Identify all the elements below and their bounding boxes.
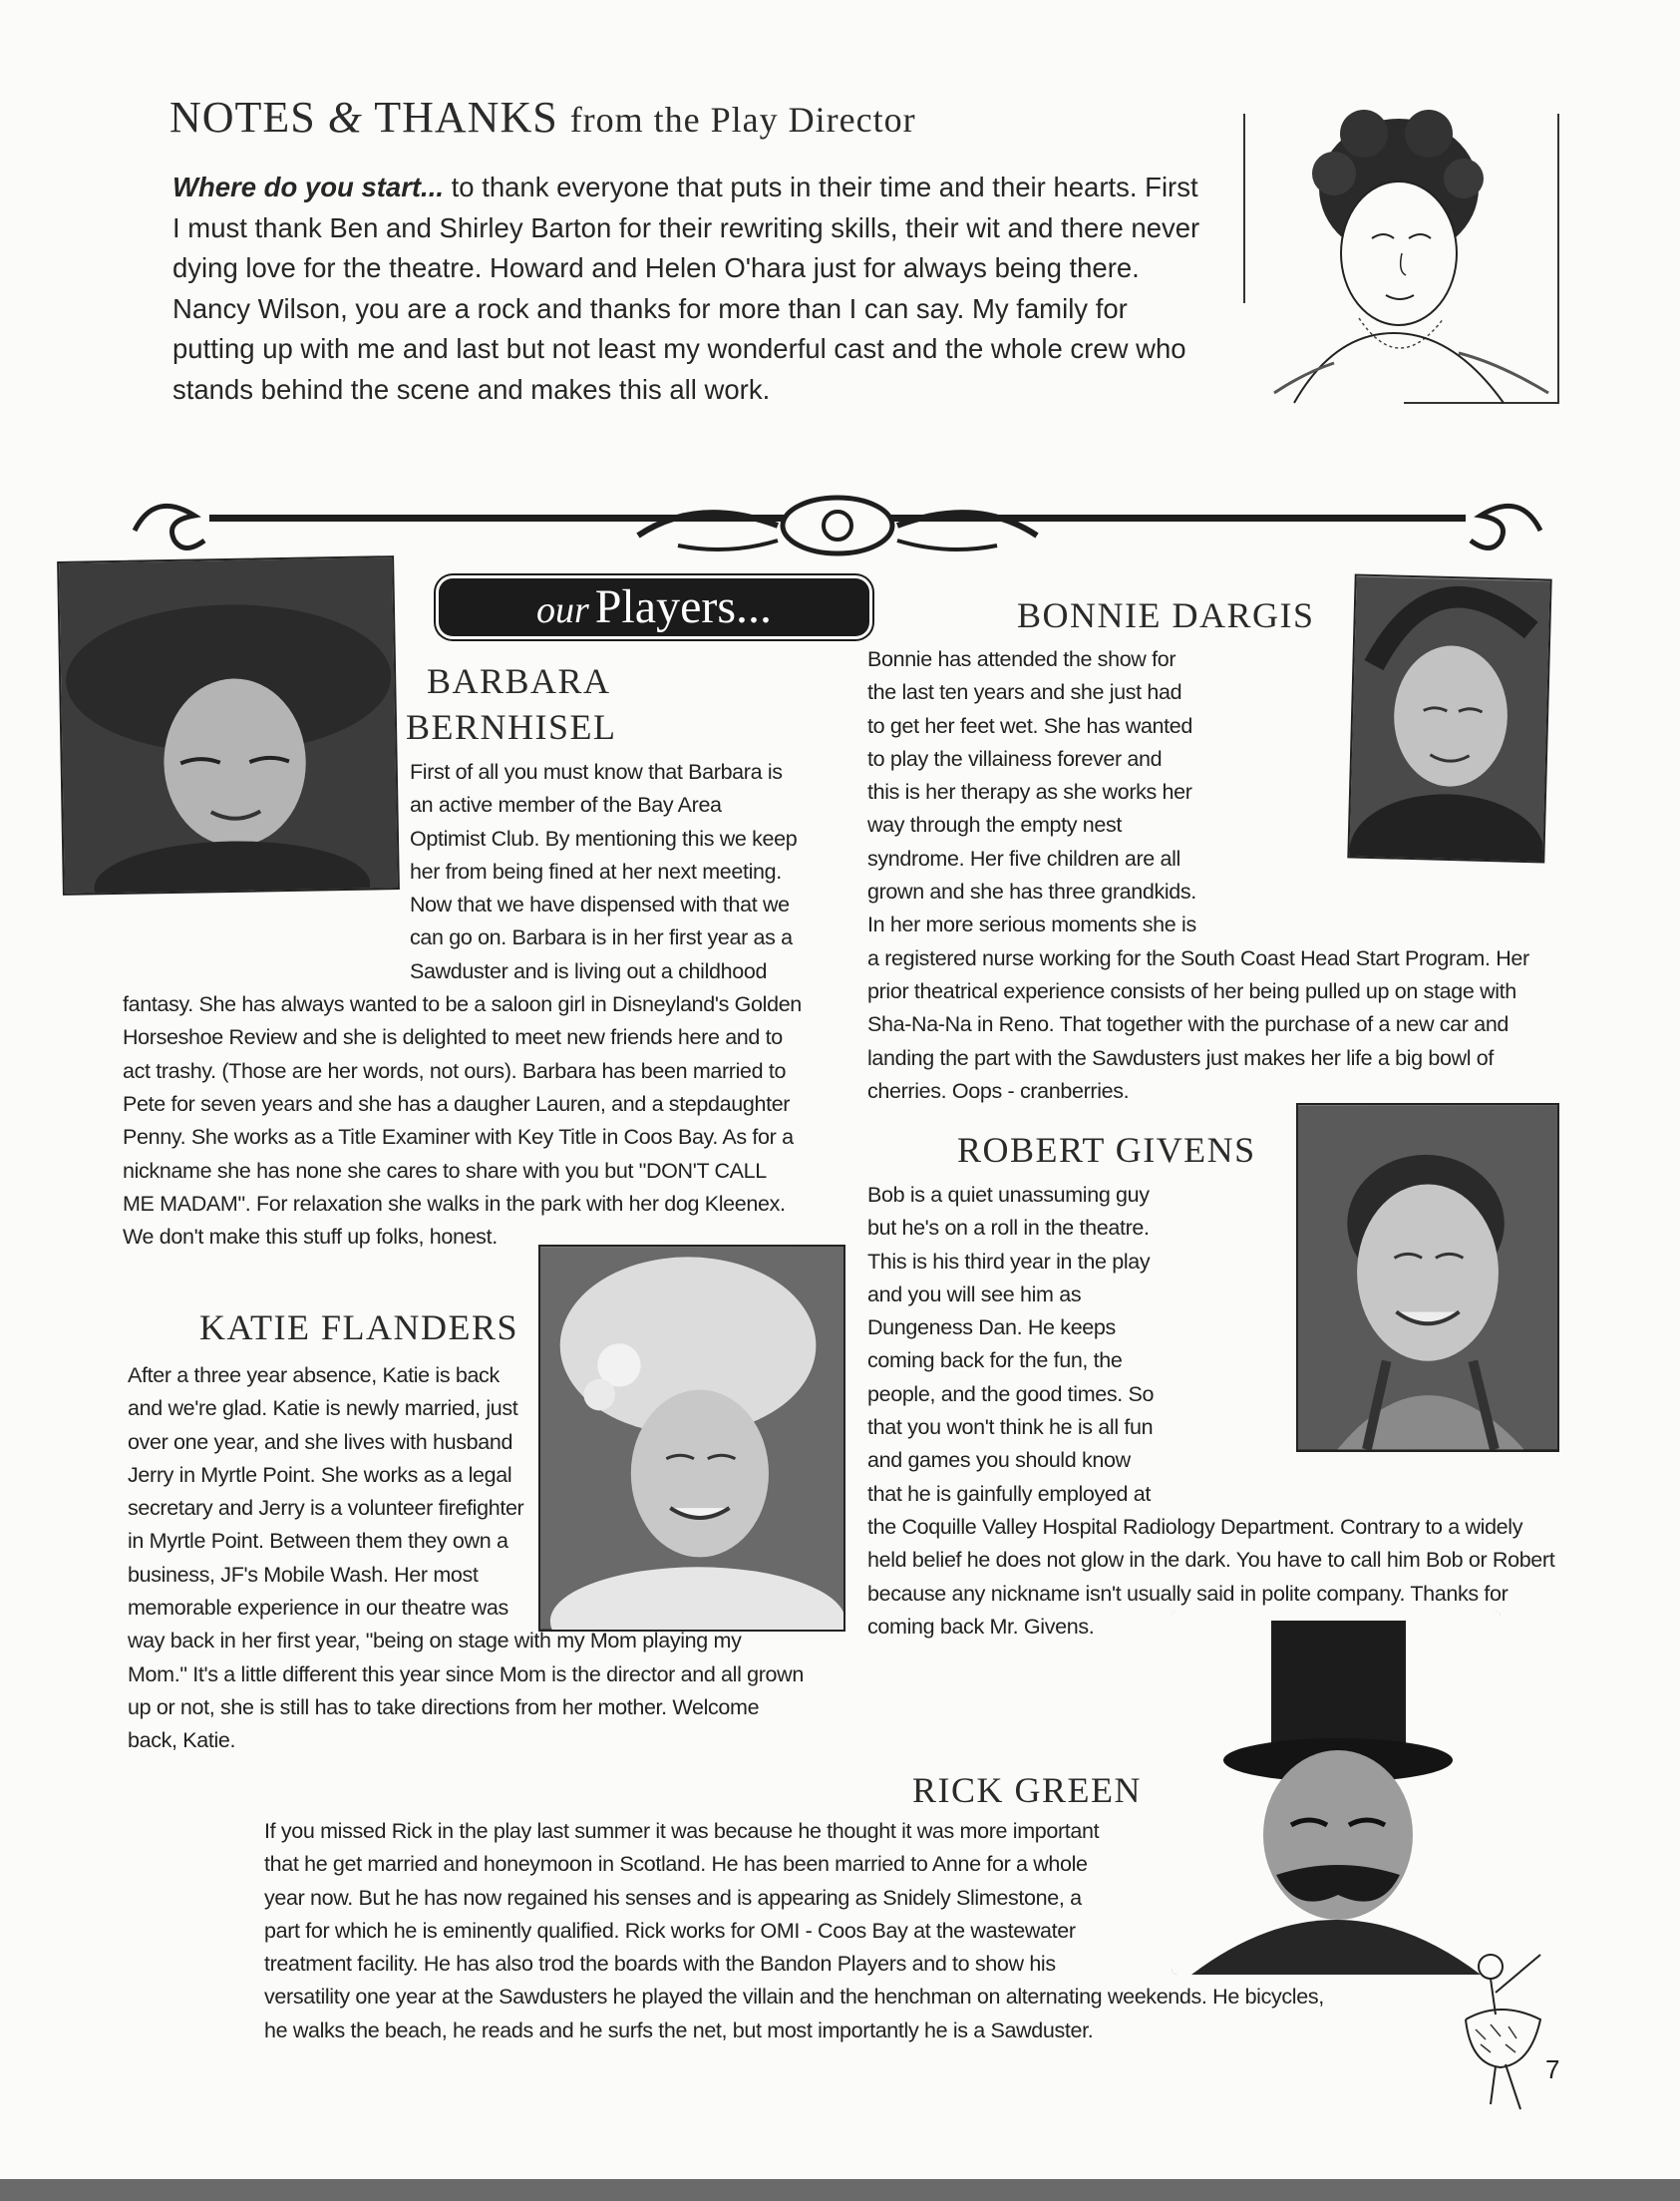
title-subtitle: from the Play Director bbox=[569, 100, 916, 140]
banner-prefix: our bbox=[535, 589, 589, 631]
katie-name: KATIE FLANDERS bbox=[199, 1307, 519, 1347]
barbara-bio bbox=[123, 756, 803, 1254]
director-notes bbox=[172, 168, 1209, 410]
bonnie-name: BONNIE DARGIS bbox=[1017, 595, 1315, 635]
barbara-bio-text: First of all you must know that Barbara is an active member of the Bay Area Optimist Club. By mentioning this we keep her from being fined at her next meeting. Now that we have dispensed with that we can go on. Barbara is in her first year as a Sawduster and is living out a childhood fantasy. She has always wanted to be a saloon girl in Disneyland's Golden Horseshoe Review and she is delighted to meet new friends here and to act trashy. (Those are her words, not ours). Barbara has been married to Pete for seven years and she has a daugher Lauren, and a stepdaughter Penny. She works as a Title Examiner with Key Title in Coos Bay. As for a nickname she has none she cares to share with you but "DON'T CALL ME MADAM". For relaxation she walks in the park with her dog Kleenex. We don't make this stuff up folks, honest. bbox=[123, 760, 802, 1250]
ornamental-divider bbox=[120, 491, 1555, 560]
rick-bio-text: If you missed Rick in the play last summer it was because he thought it was more important that he get married and honeymoon in Scotland. He has been married to Anne for a whole year now. But he has now regained his senses and is appearing as Snidely Slimestone, a part for which he is eminently qualified. Rick works for OMI - Coos Bay at the wastewater treatment facility. He has also trod the boards with the Bandon Players and to show his versatility one year at the Sawdusters he played the villain and the henchman on alternating weekends. He bicycles, he walks the beach, he reads and he surfs the net, but most importantly he is a Sawduster. bbox=[264, 1819, 1324, 2042]
vintage-lady-illustration bbox=[1234, 104, 1568, 421]
title-thanks: THANKS bbox=[374, 93, 558, 142]
robert-bio-text: Bob is a quiet unassuming guy but he's on a roll in the theatre. This is his third year in the play and you will see him as Dungeness Dan. He keeps coming back for the fun, the people, and the good times. So that you won't think he is all fun and games you should know that he is gainfully employed at the Coquille Valley Hospital Radiology Department. Contrary to a widely held belief he does not glow in the dark. You have to call him Bob or Robert because any nickname isn't usually said in polite company. Thanks for coming back Mr. Givens. bbox=[867, 1183, 1555, 1639]
robert-name: ROBERT GIVENS bbox=[957, 1130, 1256, 1170]
barbara-name-line2: BERNHISEL bbox=[406, 707, 617, 747]
rick-bio bbox=[264, 1815, 1351, 2047]
title-notes: NOTES bbox=[169, 93, 316, 142]
bonnie-bio-text: Bonnie has attended the show for the last ten years and she just had to get her feet wet. She has wanted to play the villainess forever and this is her therapy as she works her way through the empty nest syndrome. Her five children are all grown and she has three grandkids. In her more serious moments she is a registered nurse working for the South Coast Head Start Program. Her prior theatrical experience consists of her being pulled up on stage with Sha-Na-Na in Reno. That together with the purchase of a new car and landing the part with the Sawdusters just makes her life a big bowl of cherries. Oops - cranberries. bbox=[867, 647, 1529, 1103]
page-title bbox=[169, 92, 916, 143]
title-ampersand: & bbox=[327, 93, 364, 142]
intro-body: to thank everyone that puts in their time and their hearts. First I must thank Ben and Shirley Barton for their rewriting skills, their wit and there never dying love for the theatre. Howard and Helen O'hara just for always being there. Nancy Wilson, you are a rock and thanks for more than I can say. My family for putting up with me and last but not least my wonderful cast and the whole crew who stands behind the scene and makes this all work. bbox=[172, 172, 1200, 405]
page-number: 7 bbox=[1545, 2054, 1560, 2084]
bonnie-bio bbox=[867, 643, 1555, 1108]
players-banner bbox=[439, 578, 869, 636]
banner-title: Players... bbox=[594, 580, 773, 633]
barbara-name-line1: BARBARA bbox=[427, 661, 611, 701]
katie-bio bbox=[128, 1359, 806, 1758]
robert-bio bbox=[867, 1179, 1555, 1644]
rick-name: RICK GREEN bbox=[912, 1770, 1142, 1810]
bottom-edge-bar bbox=[0, 2179, 1680, 2201]
intro-lead: Where do you start... bbox=[172, 172, 444, 202]
katie-bio-text: After a three year absence, Katie is back and we're glad. Katie is newly married, just over one year, and she lives with husband Jerry in Myrtle Point. She works as a legal secretary and Jerry is a volunteer firefighter in Myrtle Point. Between them they own a business, JF's Mobile Wash. Her most memorable experience in our theatre was way back in her first year, "being on stage with my Mom playing my Mom." It's a little different this year since Mom is the director and all grown up or not, she is still has to take directions from her mother. Welcome back, Katie. bbox=[128, 1363, 804, 1753]
dancer-illustration bbox=[1451, 1945, 1560, 2114]
